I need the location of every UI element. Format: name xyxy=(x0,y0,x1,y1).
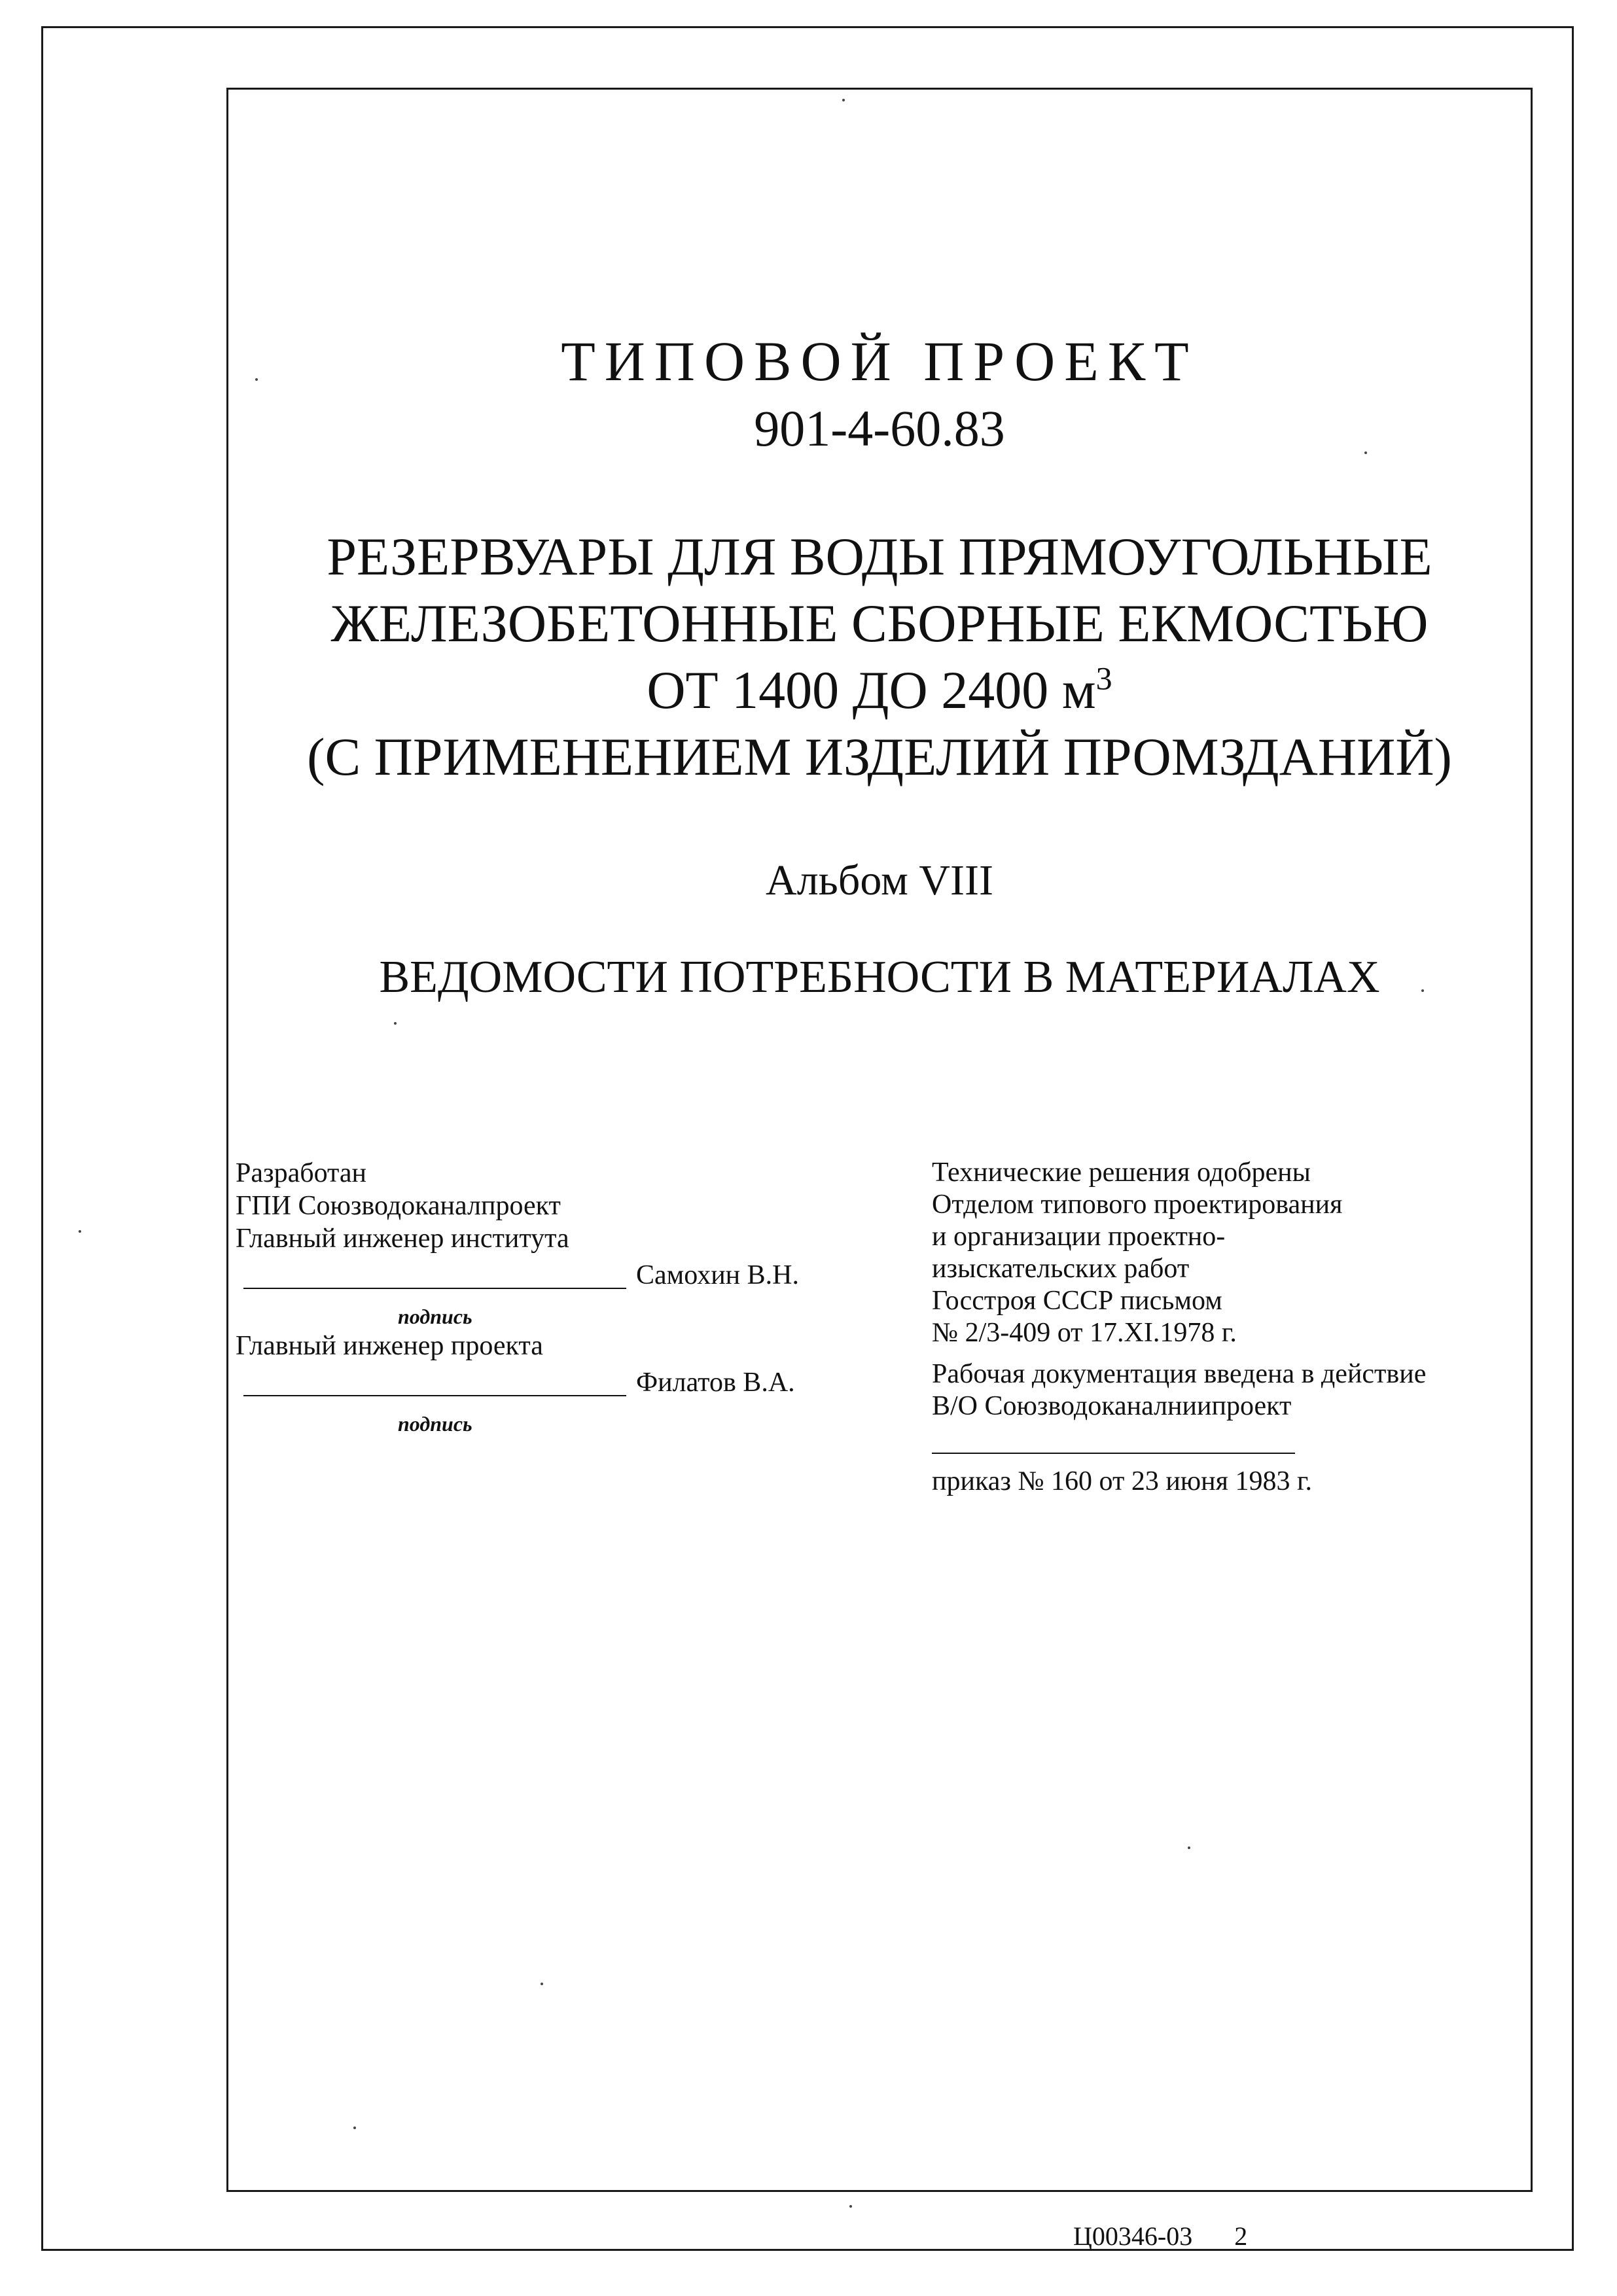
scan-speck xyxy=(849,2205,852,2208)
signature-caption-2: подпись xyxy=(398,1412,472,1436)
main-title-line-3 xyxy=(226,657,1533,724)
main-title-line-2: ЖЕЛЕЗОБЕТОННЫЕ СБОРНЫЕ ЕКМОСТЬЮ xyxy=(330,593,1429,653)
scan-speck xyxy=(255,378,258,381)
developer-block xyxy=(236,1157,799,1437)
cubic-superscript: 3 xyxy=(1095,660,1112,697)
project-code: 901-4-60.83 xyxy=(754,400,1005,457)
scan-speck xyxy=(842,99,845,101)
scan-speck xyxy=(1421,989,1424,992)
developer-organization: ГПИ Союзводоканалпроект xyxy=(236,1191,561,1221)
signature-line-1 xyxy=(243,1288,626,1289)
main-title xyxy=(226,523,1533,790)
album-subject: ВЕДОМОСТИ ПОТРЕБНОСТИ В МАТЕРИАЛАХ xyxy=(379,952,1380,1002)
scan-speck xyxy=(541,1983,543,1985)
approval-line: Технические решения одобрены xyxy=(932,1157,1311,1188)
approval-rule xyxy=(932,1453,1295,1454)
signatory-name-1: Самохин В.Н. xyxy=(636,1260,799,1290)
chief-engineer-institute-role: Главный инженер института xyxy=(236,1224,569,1254)
chief-engineer-project-role: Главный инженер проекта xyxy=(236,1331,543,1361)
approval-line: Отделом типового проектирования xyxy=(932,1190,1343,1220)
enacted-organization: В/О Союзводоканалниипроект xyxy=(932,1391,1292,1421)
scan-speck xyxy=(79,1230,81,1233)
order-reference: приказ № 160 от 23 июня 1983 г. xyxy=(932,1466,1312,1496)
page-number: 2 xyxy=(1234,2221,1248,2251)
scan-speck xyxy=(353,2127,356,2129)
approval-line: и организации проектно- xyxy=(932,1222,1226,1252)
approval-line: Госстроя СССР письмом xyxy=(932,1286,1222,1316)
signature-line-2 xyxy=(243,1395,626,1396)
scan-speck xyxy=(394,1022,397,1025)
album-number: Альбом VIII xyxy=(766,857,993,904)
footer xyxy=(1073,2221,1247,2252)
developed-label: Разработан xyxy=(236,1158,367,1188)
scan-speck xyxy=(1364,451,1367,454)
signature-row-2 xyxy=(236,1362,795,1411)
approval-line: изыскательских работ xyxy=(932,1254,1190,1284)
scan-speck xyxy=(1188,1846,1190,1849)
signature-row-1 xyxy=(236,1255,799,1303)
approval-letter-reference: № 2/3-409 от 17.XI.1978 г. xyxy=(932,1318,1237,1348)
inventory-code: Ц00346-03 xyxy=(1073,2221,1193,2251)
main-title-line-1: РЕЗЕРВУАРЫ ДЛЯ ВОДЫ ПРЯМОУГОЛЬНЫЕ xyxy=(327,527,1432,586)
capacity-text: ОТ 1400 ДО 2400 м xyxy=(647,660,1096,720)
signature-caption-1: подпись xyxy=(398,1305,472,1328)
approval-block xyxy=(932,1157,1426,1498)
signatory-name-2: Филатов В.А. xyxy=(636,1368,795,1398)
main-title-line-4: (С ПРИМЕНЕНИЕМ ИЗДЕЛИЙ ПРОМЗДАНИЙ) xyxy=(307,727,1452,786)
document-type-heading: ТИПОВОЙ ПРОЕКТ xyxy=(561,330,1198,393)
enacted-line: Рабочая документация введена в действие xyxy=(932,1359,1427,1389)
